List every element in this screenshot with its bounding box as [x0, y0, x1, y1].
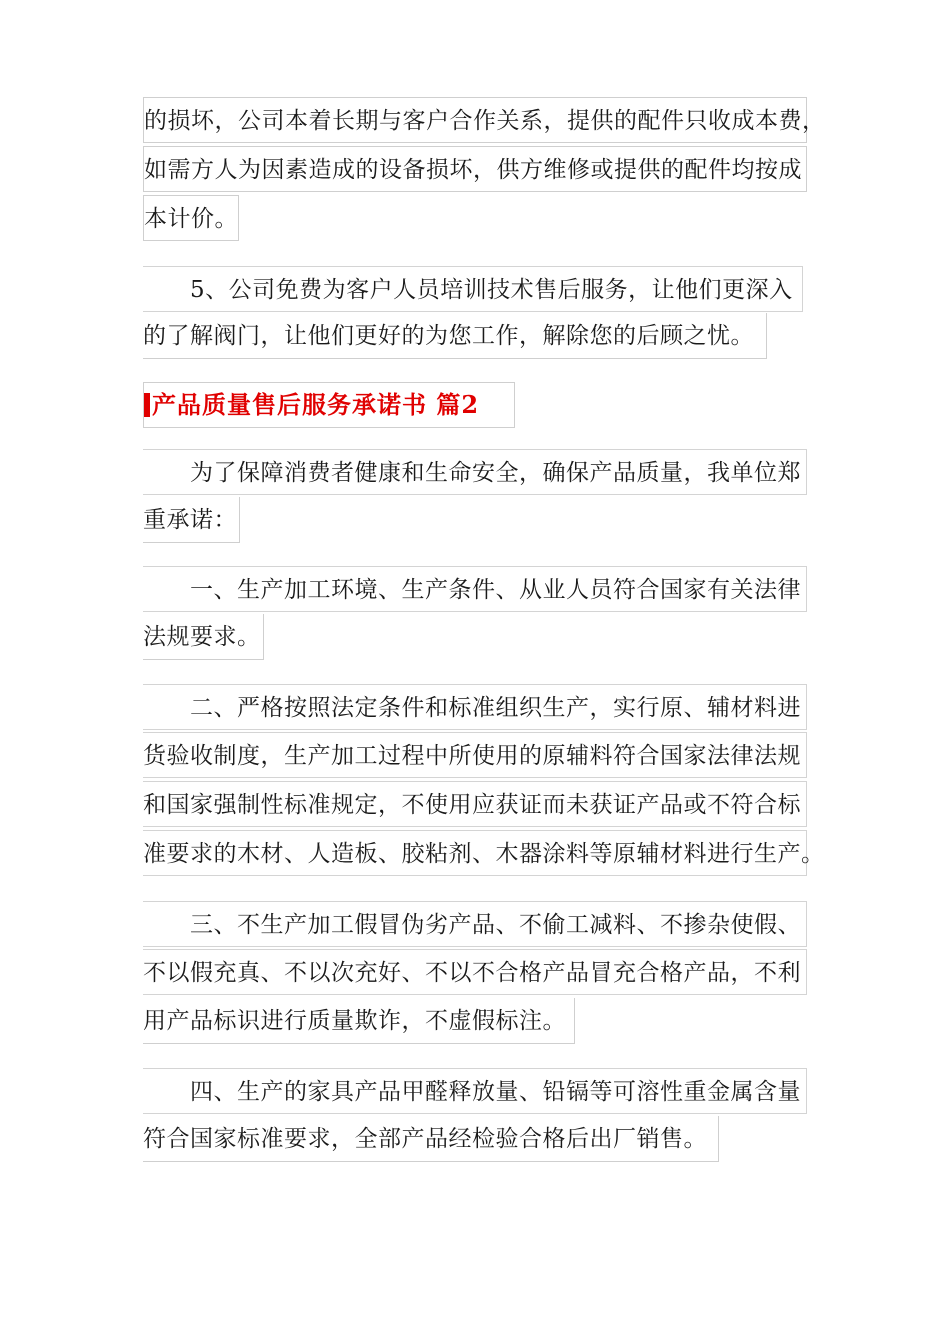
text-line: [143, 998, 575, 1044]
text-line-content: 用产品标识进行质量欺诈，不虚假标注。: [143, 1008, 566, 1034]
text-line-content: 如需方人为因素造成的设备损坏，供方维修或提供的配件均按成: [144, 157, 802, 183]
text-line-content: 二、严格按照法定条件和标准组织生产，实行原、辅材料进: [190, 695, 801, 721]
text-line-content: 为了保障消费者健康和生命安全，确保产品质量，我单位郑: [190, 460, 801, 486]
text-line-content: 准要求的木材、人造板、胶粘剂、木器涂料等原辅材料进行生产。: [143, 841, 825, 867]
text-line: [143, 266, 803, 312]
text-line-content: 本计价。: [144, 206, 238, 232]
text-line: [143, 566, 807, 612]
text-line: [143, 949, 807, 995]
text-line-content: 不以假充真、不以次充好、不以不合格产品冒充合格产品，不利: [143, 960, 801, 986]
text-line: [143, 313, 767, 359]
text-line: [143, 901, 807, 947]
text-line: [143, 449, 807, 495]
text-line: [143, 1116, 719, 1162]
text-line: [143, 97, 826, 143]
text-line: [143, 146, 807, 192]
text-line-content: 的了解阀门，让他们更好的为您工作，解除您的后顾之忧。: [143, 323, 754, 349]
heading-text: 产品质量售后服务承诺书 篇2: [152, 390, 480, 419]
text-line-content: 5、公司免费为客户人员培训技术售后服务，让他们更深入: [190, 277, 793, 303]
text-line-content: 和国家强制性标准规定，不使用应获证而未获证产品或不符合标: [143, 792, 801, 818]
text-line: [143, 830, 825, 876]
heading-marker: [144, 393, 150, 417]
text-line-content: 的损坏，公司本着长期与客户合作关系，提供的配件只收成本费，: [144, 108, 826, 134]
text-line-content: 四、生产的家具产品甲醛释放量、铅镉等可溶性重金属含量: [190, 1079, 801, 1105]
text-line-content: 法规要求。: [143, 624, 261, 650]
text-line: [143, 195, 239, 241]
text-line: [143, 1068, 807, 1114]
text-line: [143, 497, 240, 543]
text-line: [143, 614, 264, 660]
text-line-content: 三、不生产加工假冒伪劣产品、不偷工减料、不掺杂使假、: [190, 912, 801, 938]
text-line: [143, 684, 807, 730]
text-line-content: 重承诺：: [143, 507, 237, 533]
text-line: [143, 732, 807, 778]
section-heading: [143, 382, 515, 428]
text-line-content: 符合国家标准要求，全部产品经检验合格后出厂销售。: [143, 1126, 707, 1152]
text-line-content: 一、生产加工环境、生产条件、从业人员符合国家有关法律: [190, 577, 801, 603]
text-line-content: 货验收制度，生产加工过程中所使用的原辅料符合国家法律法规: [143, 743, 801, 769]
text-line: [143, 781, 807, 827]
